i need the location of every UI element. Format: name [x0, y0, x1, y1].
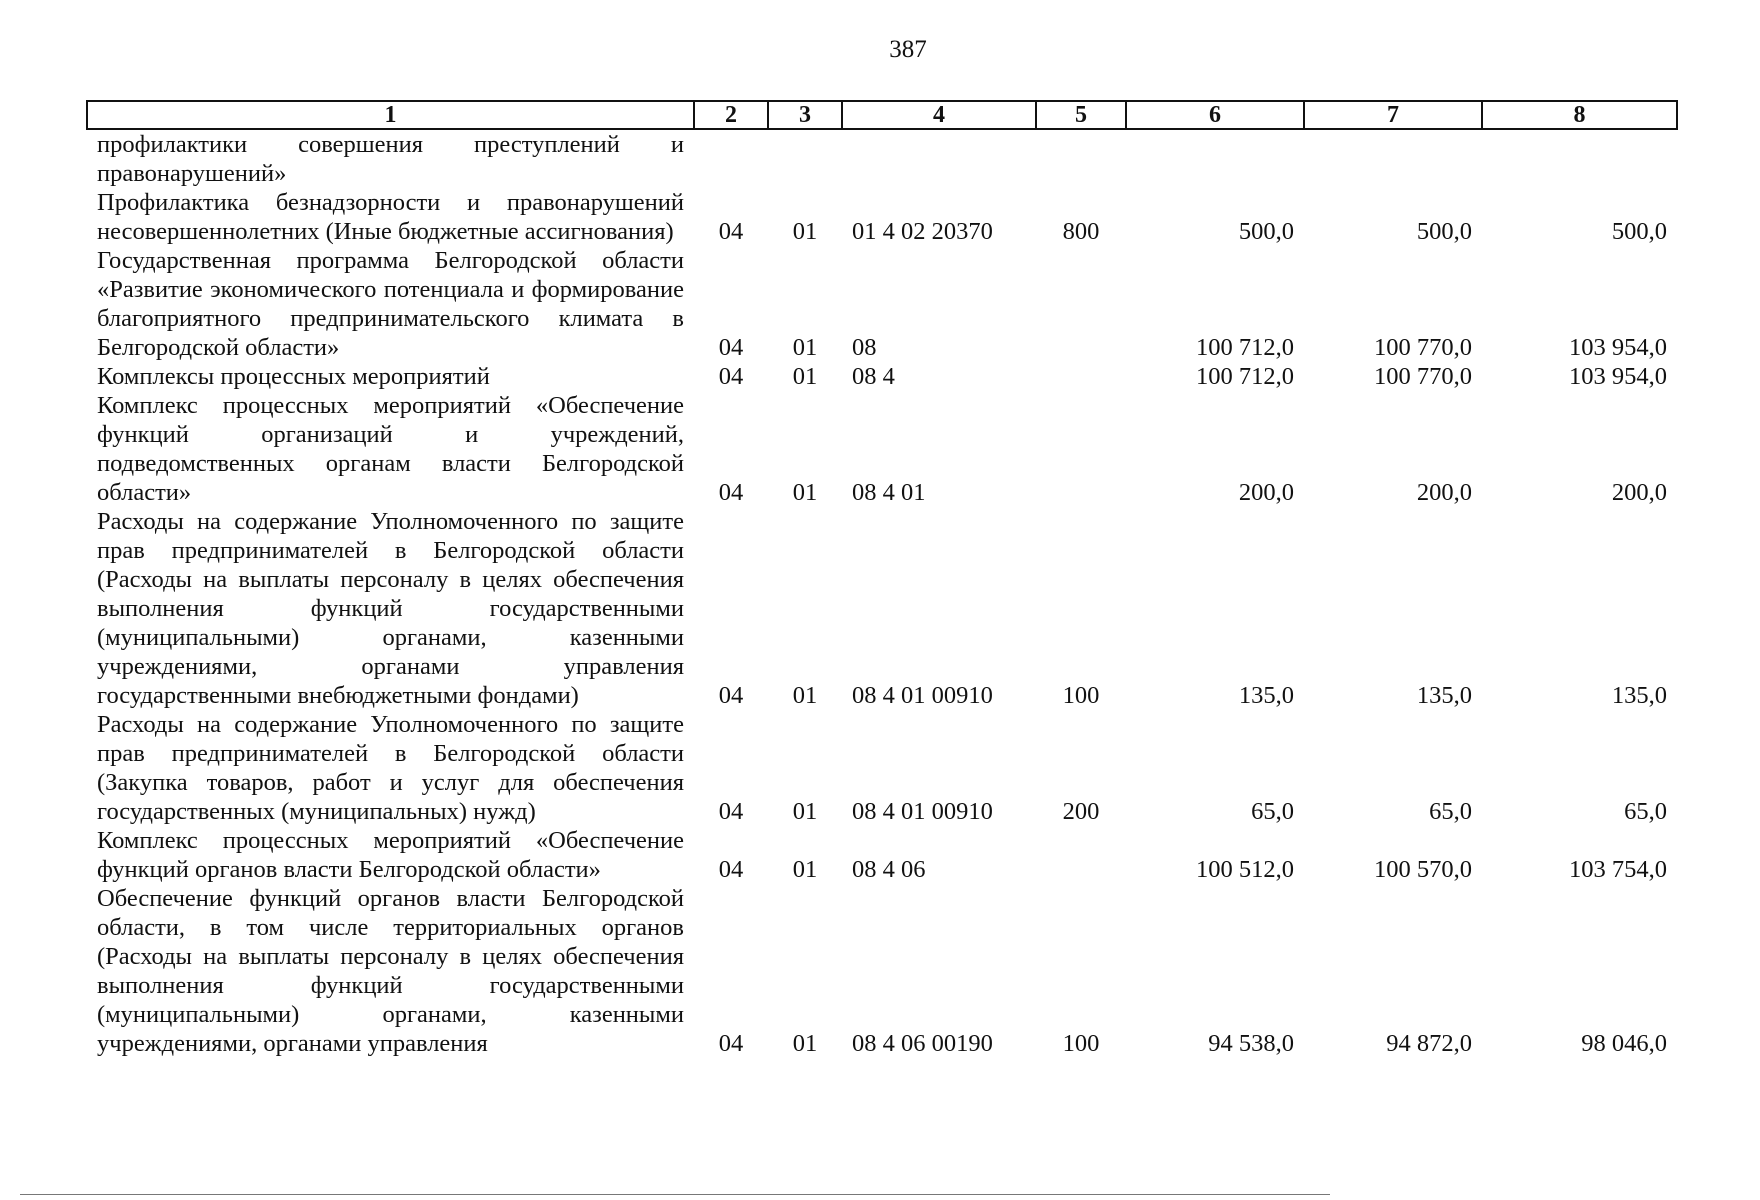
row-section: 04 [718, 1030, 744, 1057]
row-amount-year2: 100 770,0 [1374, 334, 1472, 361]
row-amount-year3: 135,0 [1611, 682, 1667, 709]
row-amount-year1: 100 712,0 [1196, 334, 1294, 361]
row-name: Государственная программа Белгородской области «Развитие экономического потенциала и формирование благоприятного предпринимательского климата в Белгородской области» [97, 247, 684, 361]
row-name: Комплекс процессных мероприятий «Обеспечение функций организаций и учреждений, подведомственных органам власти Белгородской области» [97, 392, 684, 506]
budget-table [86, 100, 1678, 1058]
table-row [87, 391, 1677, 507]
row-section: 04 [718, 218, 744, 245]
row-section: 04 [718, 798, 744, 825]
column-header-8: 8 [1482, 101, 1677, 129]
row-subsection: 01 [792, 798, 818, 825]
column-header-6: 6 [1126, 101, 1304, 129]
row-section: 04 [718, 479, 744, 506]
row-amount-year1: 94 538,0 [1208, 1030, 1294, 1057]
row-amount-year1: 135,0 [1238, 682, 1294, 709]
row-amount-year2: 100 570,0 [1374, 856, 1472, 883]
row-subsection: 01 [792, 856, 818, 883]
row-target-article: 08 4 01 00910 [852, 682, 993, 709]
row-amount-year3: 98 046,0 [1581, 1030, 1667, 1057]
row-amount-year2 [1304, 129, 1482, 188]
row-name: Профилактика безнадзорности и правонарушений несовершеннолетних (Иные бюджетные ассигнования) [97, 189, 684, 245]
table-row [87, 710, 1677, 826]
table-header-row [87, 101, 1677, 129]
page-number: 387 [889, 36, 927, 63]
row-target-article: 08 4 [852, 363, 895, 390]
row-expense-type [1036, 826, 1126, 884]
row-name: Комплексы процессных мероприятий [97, 363, 490, 390]
row-subsection: 01 [792, 1030, 818, 1057]
table-row [87, 826, 1677, 884]
row-subsection: 01 [792, 682, 818, 709]
row-expense-type: 100 [1062, 1030, 1100, 1057]
row-target-article [842, 129, 1036, 188]
row-amount-year3: 200,0 [1611, 479, 1667, 506]
row-expense-type: 200 [1062, 798, 1100, 825]
row-name: Обеспечение функций органов власти Белгородской области, в том числе территориальных органов (Расходы на выплаты персоналу в целях обеспечения выполнения функций государственными (муниципальными) органами, казенными учреждениями, органами управления [97, 885, 684, 1057]
table-row [87, 507, 1677, 710]
column-header-7: 7 [1304, 101, 1482, 129]
column-header-5: 5 [1036, 101, 1126, 129]
row-amount-year1: 200,0 [1238, 479, 1294, 506]
row-target-article: 08 4 01 00910 [852, 798, 993, 825]
row-amount-year2: 94 872,0 [1386, 1030, 1472, 1057]
table-row [87, 246, 1677, 362]
table-row [87, 188, 1677, 246]
row-section: 04 [718, 856, 744, 883]
row-amount-year2: 200,0 [1416, 479, 1472, 506]
row-section: 04 [718, 334, 744, 361]
row-amount-year3: 65,0 [1624, 798, 1667, 825]
row-target-article: 08 4 06 [852, 856, 926, 883]
row-expense-type [1036, 362, 1126, 391]
row-target-article: 01 4 02 20370 [852, 218, 993, 245]
table-row [87, 129, 1677, 188]
row-target-article: 08 4 01 [852, 479, 926, 506]
bottom-divider [20, 1194, 1330, 1195]
row-amount-year2: 65,0 [1429, 798, 1472, 825]
row-name: профилактики совершения преступлений и правонарушений» [97, 131, 684, 187]
row-section: 04 [718, 682, 744, 709]
row-expense-type [1036, 246, 1126, 362]
table-row [87, 884, 1677, 1058]
row-amount-year1: 100 712,0 [1196, 363, 1294, 390]
column-header-2: 2 [694, 101, 768, 129]
row-expense-type [1036, 391, 1126, 507]
row-amount-year3: 103 754,0 [1569, 856, 1667, 883]
row-amount-year1: 100 512,0 [1196, 856, 1294, 883]
row-amount-year1 [1126, 129, 1304, 188]
row-amount-year2: 500,0 [1416, 218, 1472, 245]
row-amount-year2: 135,0 [1416, 682, 1472, 709]
row-subsection: 01 [792, 218, 818, 245]
row-amount-year3 [1482, 129, 1677, 188]
row-target-article: 08 [852, 334, 877, 361]
row-subsection: 01 [792, 479, 818, 506]
row-amount-year3: 103 954,0 [1569, 334, 1667, 361]
row-subsection: 01 [792, 334, 818, 361]
row-expense-type: 800 [1062, 218, 1100, 245]
row-expense-type [1036, 129, 1126, 188]
column-header-4: 4 [842, 101, 1036, 129]
table-row [87, 362, 1677, 391]
row-name: Расходы на содержание Уполномоченного по защите прав предпринимателей в Белгородской области (Расходы на выплаты персоналу в целях обеспечения выполнения функций государственными (муниципальными) органами, казенными учреждениями, органами управления государственными внебюджетными фондами) [97, 508, 684, 709]
row-amount-year1: 500,0 [1238, 218, 1294, 245]
row-subsection [768, 129, 842, 188]
row-amount-year2: 100 770,0 [1374, 363, 1472, 390]
row-section [694, 129, 768, 188]
row-amount-year3: 500,0 [1611, 218, 1667, 245]
column-header-1: 1 [87, 101, 694, 129]
row-section: 04 [718, 363, 744, 390]
row-amount-year1: 65,0 [1251, 798, 1294, 825]
row-name: Комплекс процессных мероприятий «Обеспечение функций органов власти Белгородской области» [97, 827, 684, 883]
row-subsection: 01 [792, 363, 818, 390]
row-target-article: 08 4 06 00190 [852, 1030, 993, 1057]
column-header-3: 3 [768, 101, 842, 129]
row-amount-year3: 103 954,0 [1569, 363, 1667, 390]
row-expense-type: 100 [1062, 682, 1100, 709]
row-name: Расходы на содержание Уполномоченного по защите прав предпринимателей в Белгородской области (Закупка товаров, работ и услуг для обеспечения государственных (муниципальных) нужд) [97, 711, 684, 825]
